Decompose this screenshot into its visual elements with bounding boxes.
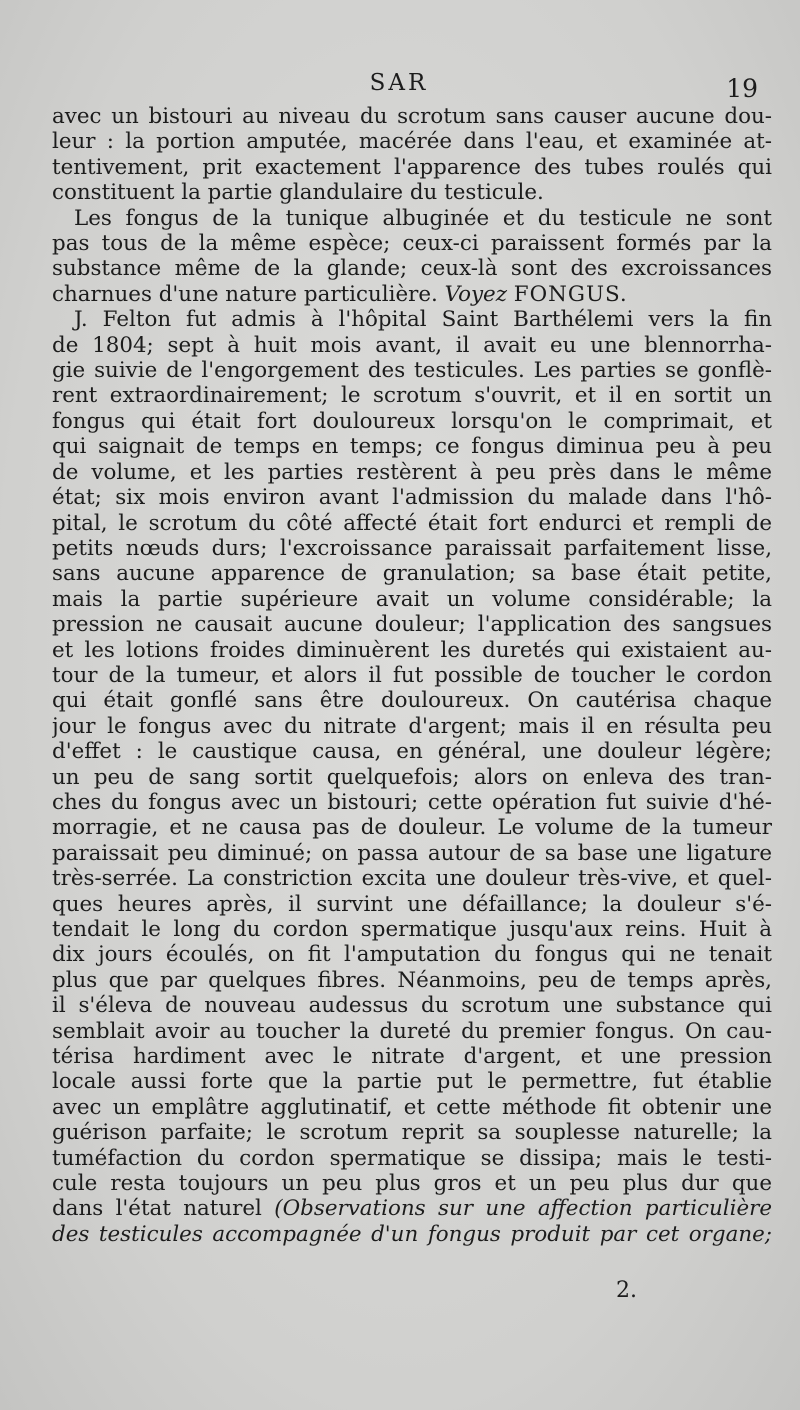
text-line: constituent la partie glandulaire du testicule. — [52, 180, 544, 206]
text-line: locale aussi forte que la partie put le permettre, fut établie — [52, 1069, 772, 1095]
text-line: pital, le scrotum du côté affecté était fort endurci et rempli de — [52, 510, 772, 536]
text-line: avec un emplâtre agglutinatif, et cette méthode fit obtenir une — [52, 1094, 772, 1120]
text-line: jour le fongus avec du nitrate d'argent; mais il en résulta peu — [52, 713, 772, 739]
text-line: guérison parfaite; le scrotum reprit sa souplesse naturelle; la — [52, 1120, 772, 1146]
text-line: leur : la portion amputée, macérée dans l'eau, et examinée at- — [52, 129, 772, 155]
running-title: SAR — [369, 70, 429, 96]
text-line: tuméfaction du cordon spermatique se dissipa; mais le testi- — [52, 1145, 772, 1171]
text-line: sans aucune apparence de granulation; sa base était petite, — [52, 561, 772, 587]
text-line: rent extraordinairement; le scrotum s'ouvrit, et il en sortit un — [52, 383, 772, 409]
text-line: paraissait peu diminué; on passa autour de sa base une ligature — [52, 840, 772, 866]
text-line: substance même de la glande; ceux-là sont des excroissances — [52, 256, 772, 282]
text-line: un peu de sang sortit quelquefois; alors on enleva des tran- — [52, 764, 772, 790]
text-fragment: charnues d'une nature particulière. — [52, 281, 438, 307]
see-term: FONGUS. — [513, 281, 628, 307]
text-line: très-serrée. La constriction excita une douleur très-vive, et quel- — [52, 866, 772, 892]
text-line: fongus qui était fort douloureux lorsqu'on le comprimait, et — [52, 408, 772, 434]
text-line: de 1804; sept à huit mois avant, il avait eu une blennorrha- — [52, 332, 772, 358]
text-line: de volume, et les parties restèrent à peu près dans le même — [52, 459, 772, 485]
text-line: J. Felton fut admis à l'hôpital Saint Barthélemi vers la fin — [74, 307, 772, 333]
text-line: térisa hardiment avec le nitrate d'argent, et une pression — [52, 1044, 772, 1070]
text-line: avec un bistouri au niveau du scrotum sans causer aucune dou- — [52, 104, 772, 129]
citation-line-1: (Observations sur une affection particulière — [274, 1196, 772, 1222]
citation-line-2: des testicules accompagnée d'un fongus produit par cet organe; — [52, 1221, 772, 1247]
text-line: pas tous de la même espèce; ceux-ci paraissent formés par la — [52, 231, 772, 257]
text-line: gie suivie de l'engorgement des testicules. Les parties se gonflè- — [52, 358, 772, 384]
text-line: état; six mois environ avant l'admission du malade dans l'hô- — [52, 485, 772, 511]
text-line: semblait avoir au toucher la dureté du premier fongus. On cau- — [52, 1018, 772, 1044]
text-line: tour de la tumeur, et alors il fut possible de toucher le cordon — [52, 662, 772, 688]
page-number: 19 — [726, 74, 758, 103]
text-line: cule resta toujours un peu plus gros et un peu plus dur que — [52, 1171, 772, 1197]
text-line: petits nœuds durs; l'excroissance paraissait parfaitement lisse, — [52, 535, 772, 561]
text-line: et les lotions froides diminuèrent les duretés qui existaient au- — [52, 637, 772, 663]
text-line: d'effet : le caustique causa, en général, une douleur légère; — [52, 739, 772, 765]
text-line — [52, 1196, 772, 1221]
signature-mark: 2. — [616, 1278, 637, 1303]
body-text — [52, 104, 772, 1247]
see-reference: Voyez — [444, 281, 507, 307]
text-line: tendait le long du cordon spermatique jusqu'aux reins. Huit à — [52, 917, 772, 942]
text-line: plus que par quelques fibres. Néanmoins, peu de temps après, — [52, 967, 772, 993]
text-line: Les fongus de la tunique albuginée et du testicule ne sont — [74, 205, 772, 231]
text-line: ches du fongus avec un bistouri; cette opération fut suivie d'hé- — [52, 789, 772, 815]
text-line: mais la partie supérieure avait un volume considérable; la — [52, 586, 772, 612]
text-line: tentivement, prit exactement l'apparence des tubes roulés qui — [52, 154, 772, 180]
text-line — [52, 282, 772, 307]
text-line: qui était gonflé sans être douloureux. On cautérisa chaque — [52, 688, 772, 714]
text-line: morragie, et ne causa pas de douleur. Le volume de la tumeur — [52, 815, 772, 841]
text-line: qui saignait de temps en temps; ce fongus diminua peu à peu — [52, 434, 772, 460]
text-line: pression ne causait aucune douleur; l'application des sangsues — [52, 612, 772, 638]
text-line: il s'éleva de nouveau audessus du scrotum une substance qui — [52, 993, 772, 1019]
text-line: ques heures après, il survint une défaillance; la douleur s'é- — [52, 891, 772, 917]
text-fragment: dans l'état naturel — [52, 1196, 262, 1222]
text-line: dix jours écoulés, on fit l'amputation du fongus qui ne tenait — [52, 942, 772, 968]
